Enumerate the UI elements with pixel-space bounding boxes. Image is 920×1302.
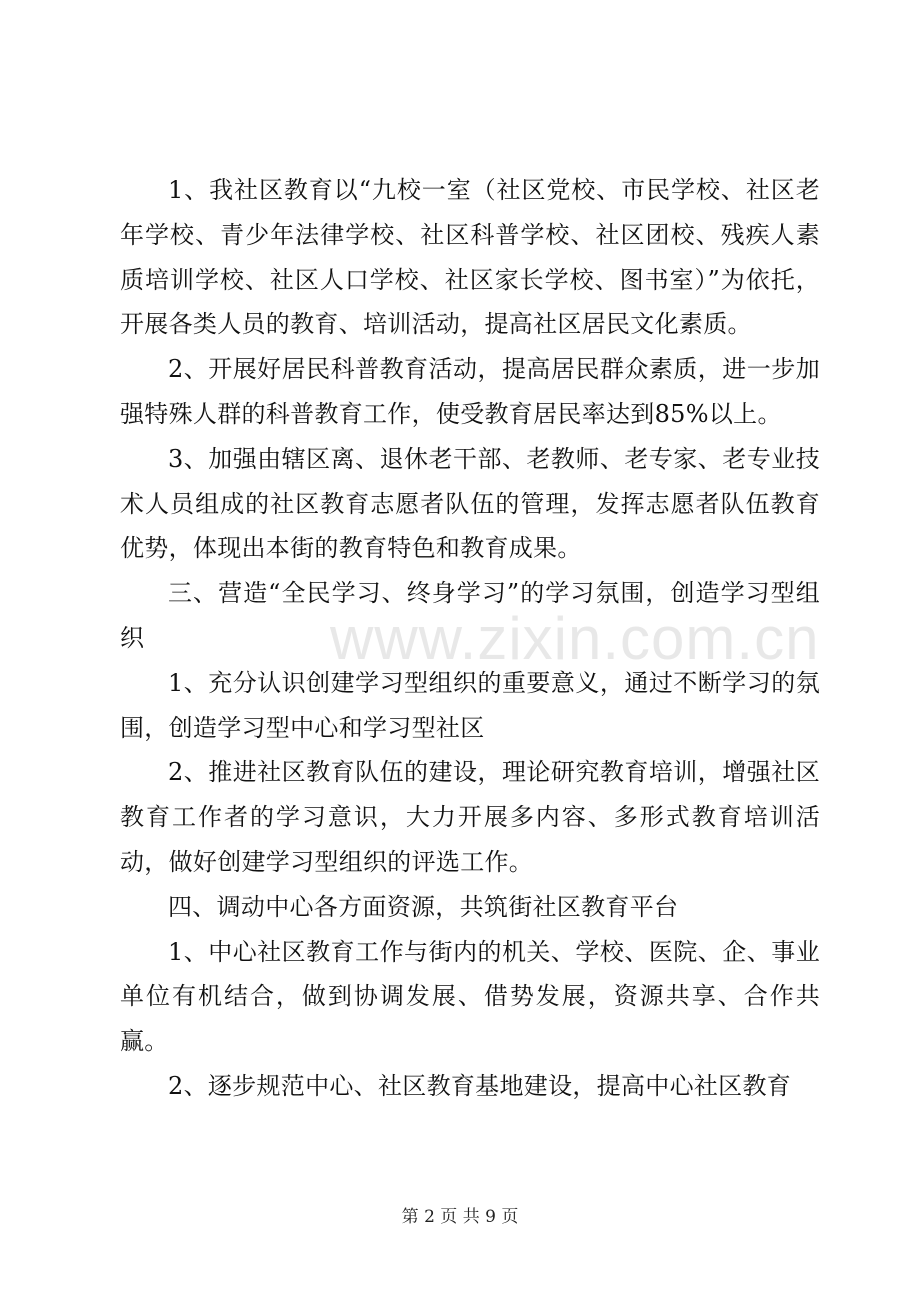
site-watermark: www.zixin.com.cn bbox=[330, 605, 820, 672]
paragraph-item-3-1: 1、充分认识创建学习型组织的重要意义，通过不断学习的氛围，创造学习型中心和学习型社区 bbox=[120, 668, 820, 742]
paragraph-item-3-2: 2、推进社区教育队伍的建设，理论研究教育培训，增强社区教育工作者的学习意识，大力开展多内容、多形式教育培训活动，做好创建学习型组织的评选工作。 bbox=[120, 758, 820, 876]
section-heading-4: 四、调动中心各方面资源，共筑街社区教育平台 bbox=[168, 892, 679, 921]
page-number-footer: 第 2 页 共 9 页 bbox=[401, 1207, 519, 1227]
section-heading-3: 三、营造“全民学习、终身学习”的学习氛围，创造学习型组织 bbox=[120, 579, 820, 652]
paragraph-item-2: 2、开展好居民科普教育活动，提高居民群众素质，进一步加强特殊人群的科普教育工作，使受教育居民率达到85%以上。 bbox=[120, 355, 820, 428]
paragraph-item-4-2: 2、逐步规范中心、社区教育基地建设，提高中心社区教育 bbox=[168, 1071, 792, 1100]
paragraph-item-4-1: 1、中心社区教育工作与街内的机关、学校、医院、企、事业单位有机结合，做到协调发展、借势发展，资源共享、合作共赢。 bbox=[120, 937, 820, 1056]
paragraph-item-3: 3、加强由辖区离、退休老干部、老教师、老专家、老专业技术人员组成的社区教育志愿者队伍的管理，发挥志愿者队伍教育优势，体现出本街的教育特色和教育成果。 bbox=[120, 444, 820, 563]
document-body bbox=[120, 168, 820, 1109]
paragraph-item-1: 1、我社区教育以“九校一室（社区党校、市民学校、社区老年学校、青少年法律学校、社区科普学校、社区团校、残疾人素质培训学校、社区人口学校、社区家长学校、图书室）”为依托，开展各类人员的教育、培训活动，提高社区居民文化素质。 bbox=[120, 176, 820, 339]
